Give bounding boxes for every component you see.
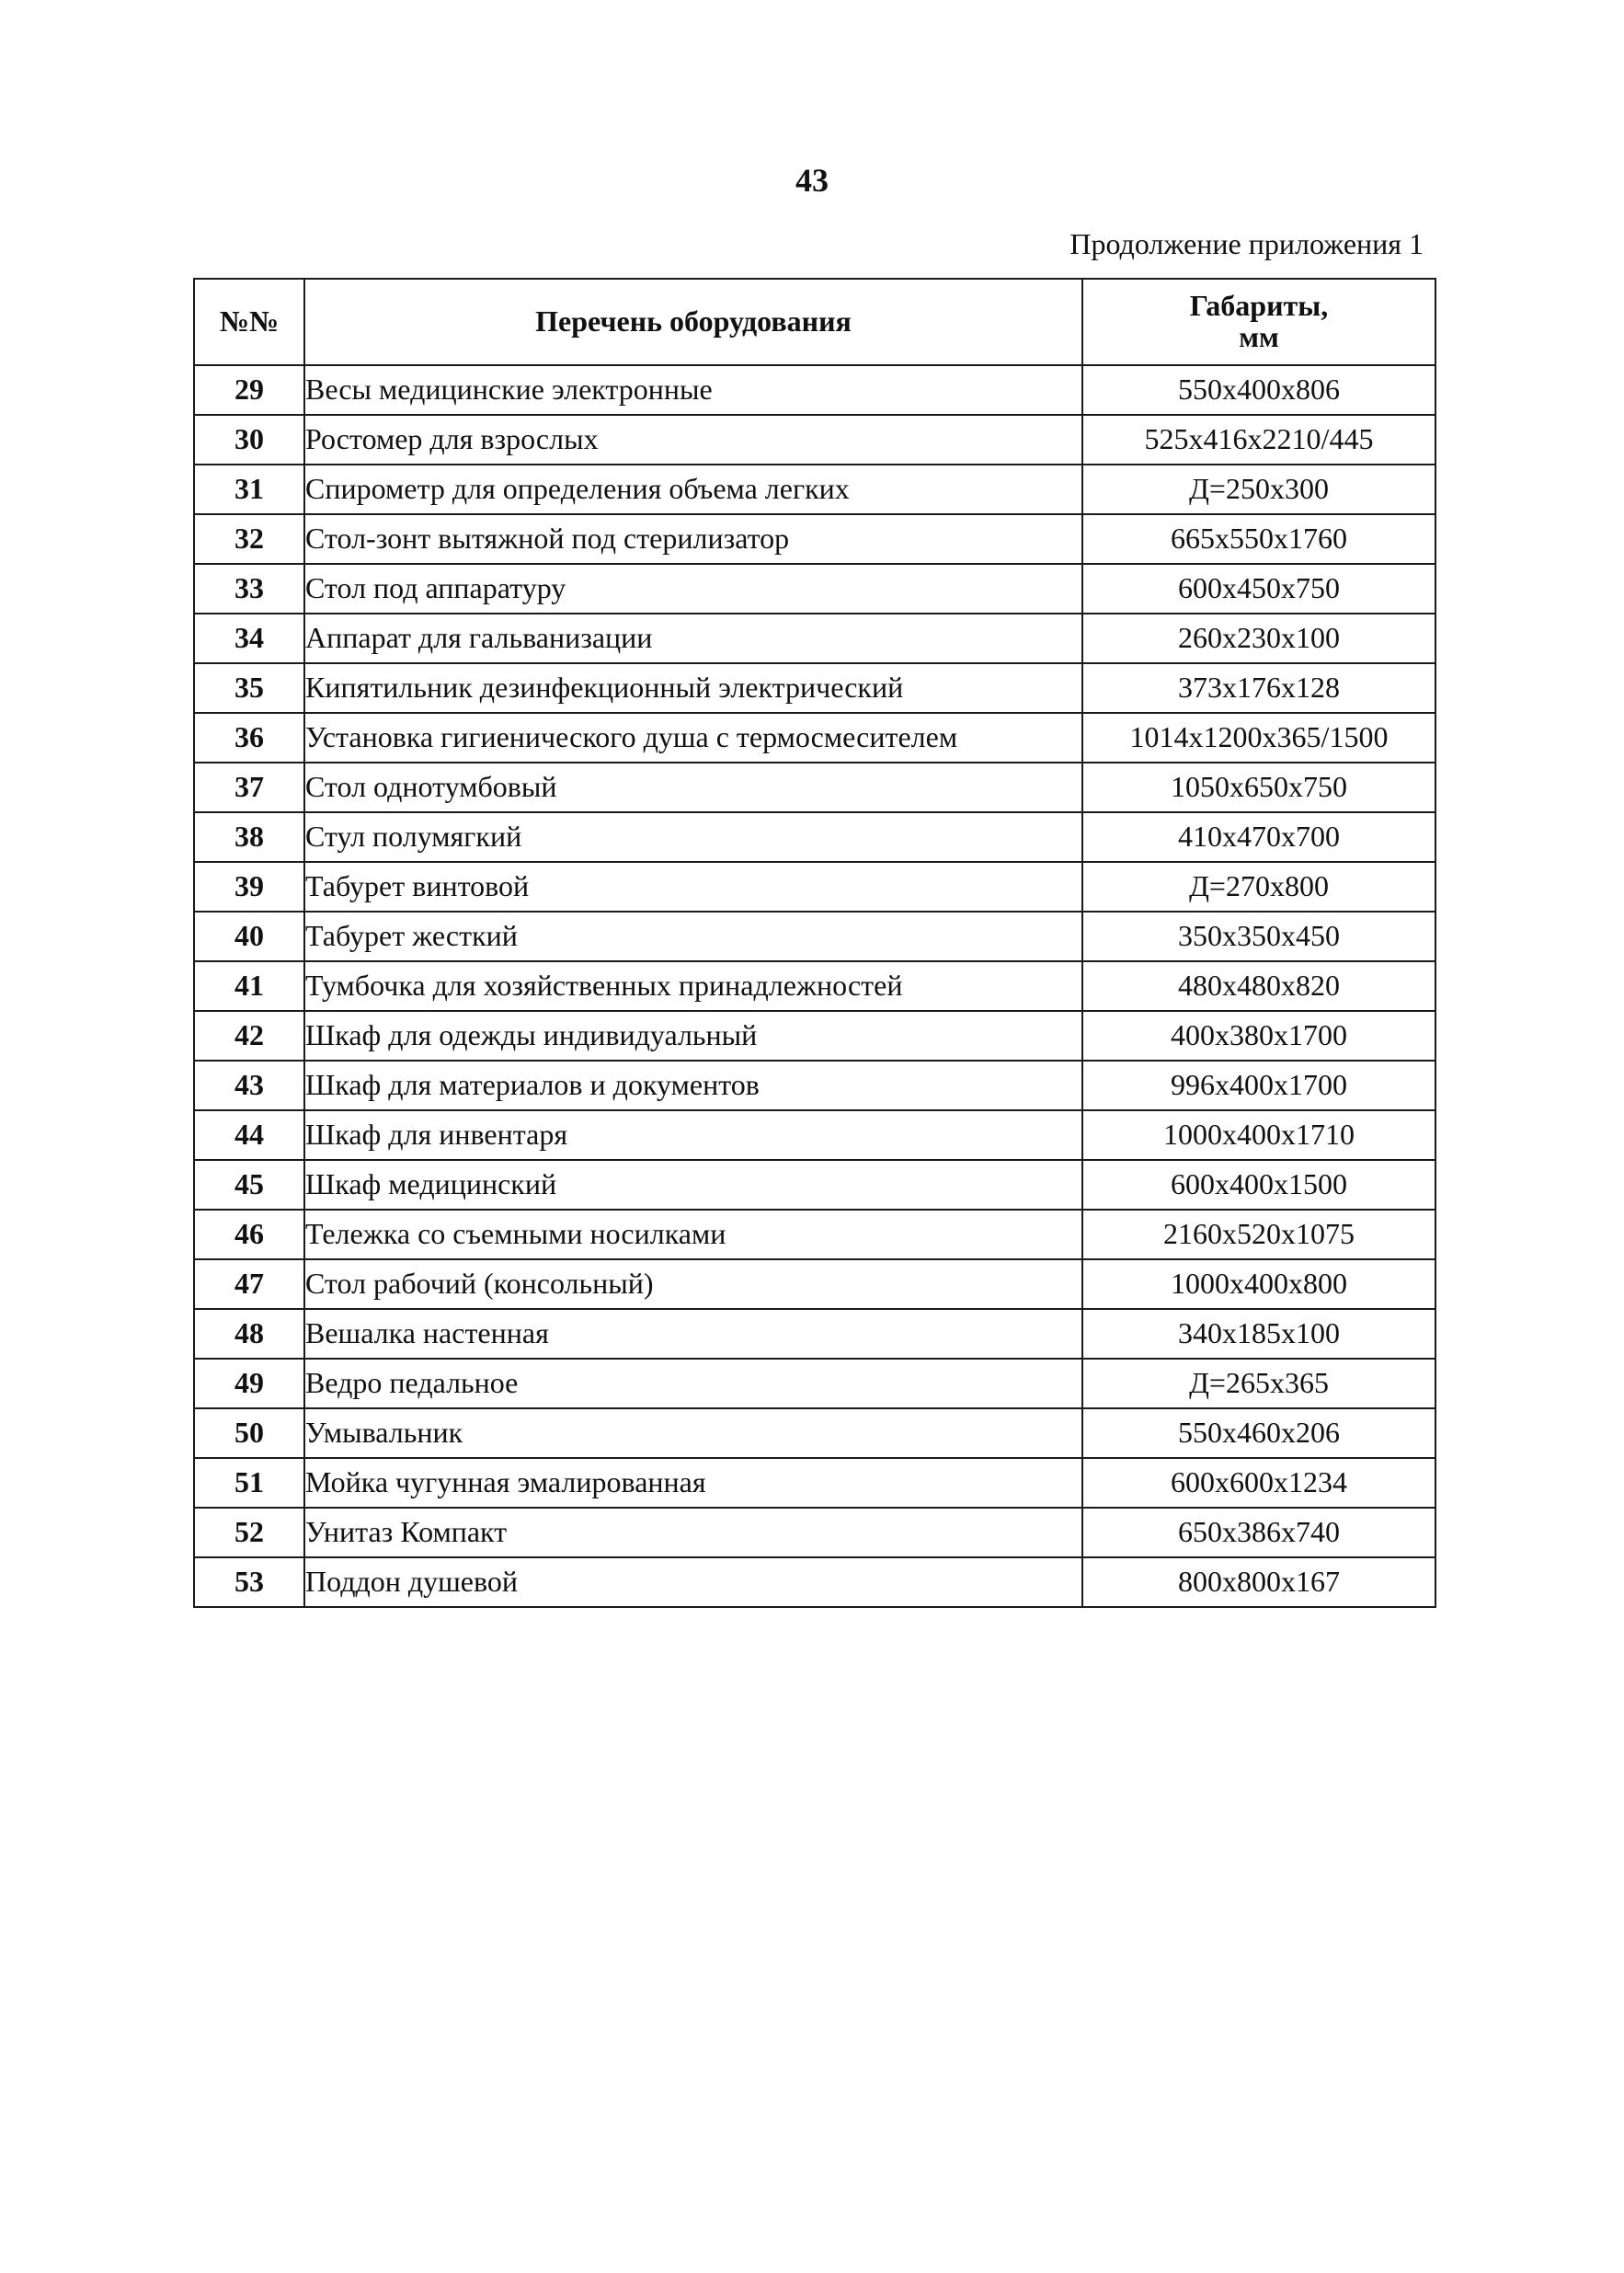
table-body: [194, 365, 1435, 1607]
row-number: 45: [194, 1160, 304, 1210]
table-row: [194, 1309, 1435, 1359]
row-dimensions: 550х460х206: [1082, 1408, 1435, 1458]
row-dimensions: 410х470х700: [1082, 812, 1435, 862]
row-equipment-name: Весы медицинские электронные: [304, 365, 1082, 415]
table-row: [194, 614, 1435, 663]
header-dimensions: [1082, 279, 1435, 365]
table-row: [194, 862, 1435, 912]
row-number: 52: [194, 1508, 304, 1557]
row-equipment-name: Стол-зонт вытяжной под стерилизатор: [304, 514, 1082, 564]
row-equipment-name: Ведро педальное: [304, 1359, 1082, 1408]
row-equipment-name: Тумбочка для хозяйственных принадлежностей: [304, 961, 1082, 1011]
row-dimensions: 650х386х740: [1082, 1508, 1435, 1557]
row-dimensions: 600х400х1500: [1082, 1160, 1435, 1210]
row-number: 42: [194, 1011, 304, 1061]
row-equipment-name: Стол рабочий (консольный): [304, 1259, 1082, 1309]
row-dimensions: 550х400х806: [1082, 365, 1435, 415]
row-dimensions: 665х550х1760: [1082, 514, 1435, 564]
table-row: [194, 763, 1435, 812]
row-equipment-name: Умывальник: [304, 1408, 1082, 1458]
table-row: [194, 961, 1435, 1011]
row-number: 31: [194, 465, 304, 514]
row-equipment-name: Аппарат для гальванизации: [304, 614, 1082, 663]
row-number: 46: [194, 1210, 304, 1259]
table-row: [194, 365, 1435, 415]
row-dimensions: 525х416х2210/445: [1082, 415, 1435, 465]
table-row: [194, 663, 1435, 713]
row-dimensions: Д=270х800: [1082, 862, 1435, 912]
row-number: 30: [194, 415, 304, 465]
table-row: [194, 1408, 1435, 1458]
row-number: 48: [194, 1309, 304, 1359]
row-number: 44: [194, 1110, 304, 1160]
row-dimensions: 600х450х750: [1082, 564, 1435, 614]
row-number: 50: [194, 1408, 304, 1458]
row-dimensions: 1014х1200х365/1500: [1082, 713, 1435, 763]
row-number: 51: [194, 1458, 304, 1508]
table-row: [194, 465, 1435, 514]
row-dimensions: 1000х400х800: [1082, 1259, 1435, 1309]
row-equipment-name: Шкаф для одежды индивидуальный: [304, 1011, 1082, 1061]
table-row: [194, 812, 1435, 862]
row-equipment-name: Мойка чугунная эмалированная: [304, 1458, 1082, 1508]
page-number: 43: [795, 162, 829, 199]
row-number: 33: [194, 564, 304, 614]
row-dimensions: 996х400х1700: [1082, 1061, 1435, 1110]
table-row: [194, 1259, 1435, 1309]
table-row: [194, 1508, 1435, 1557]
row-dimensions: Д=250х300: [1082, 465, 1435, 514]
row-number: 35: [194, 663, 304, 713]
table-row: [194, 912, 1435, 961]
row-number: 29: [194, 365, 304, 415]
row-dimensions: 400х380х1700: [1082, 1011, 1435, 1061]
row-equipment-name: Шкаф медицинский: [304, 1160, 1082, 1210]
row-number: 36: [194, 713, 304, 763]
table-row: [194, 1061, 1435, 1110]
row-dimensions: 1000х400х1710: [1082, 1110, 1435, 1160]
equipment-table: [193, 278, 1436, 1608]
row-equipment-name: Стол однотумбовый: [304, 763, 1082, 812]
table-row: [194, 1557, 1435, 1607]
row-number: 39: [194, 862, 304, 912]
row-number: 38: [194, 812, 304, 862]
row-equipment-name: Шкаф для материалов и документов: [304, 1061, 1082, 1110]
row-number: 32: [194, 514, 304, 564]
table-row: [194, 1359, 1435, 1408]
row-equipment-name: Стол под аппаратуру: [304, 564, 1082, 614]
table-row: [194, 1011, 1435, 1061]
table-row: [194, 415, 1435, 465]
row-number: 49: [194, 1359, 304, 1408]
header-number: №№: [194, 279, 304, 365]
row-equipment-name: Шкаф для инвентаря: [304, 1110, 1082, 1160]
continuation-note: Продолжение приложения 1: [1069, 227, 1424, 260]
row-equipment-name: Кипятильник дезинфекционный электрический: [304, 663, 1082, 713]
row-equipment-name: Унитаз Компакт: [304, 1508, 1082, 1557]
row-dimensions: 480х480х820: [1082, 961, 1435, 1011]
row-number: 43: [194, 1061, 304, 1110]
row-dimensions: 2160х520х1075: [1082, 1210, 1435, 1259]
row-equipment-name: Спирометр для определения объема легких: [304, 465, 1082, 514]
row-number: 47: [194, 1259, 304, 1309]
table-row: [194, 1458, 1435, 1508]
header-dimensions-line2: мм: [1239, 320, 1279, 353]
row-number: 41: [194, 961, 304, 1011]
row-dimensions: 260х230х100: [1082, 614, 1435, 663]
row-number: 40: [194, 912, 304, 961]
row-equipment-name: Ростомер для взрослых: [304, 415, 1082, 465]
row-equipment-name: Табурет жесткий: [304, 912, 1082, 961]
table-row: [194, 1110, 1435, 1160]
row-number: 34: [194, 614, 304, 663]
row-equipment-name: Табурет винтовой: [304, 862, 1082, 912]
row-equipment-name: Поддон душевой: [304, 1557, 1082, 1607]
table-row: [194, 564, 1435, 614]
row-equipment-name: Установка гигиенического душа с термосмесителем: [304, 713, 1082, 763]
table-header-row: [194, 279, 1435, 365]
table-row: [194, 1160, 1435, 1210]
row-dimensions: 373х176х128: [1082, 663, 1435, 713]
row-equipment-name: Вешалка настенная: [304, 1309, 1082, 1359]
row-dimensions: 1050х650х750: [1082, 763, 1435, 812]
row-dimensions: 340х185х100: [1082, 1309, 1435, 1359]
row-equipment-name: Тележка со съемными носилками: [304, 1210, 1082, 1259]
row-dimensions: 800х800х167: [1082, 1557, 1435, 1607]
row-dimensions: 600х600х1234: [1082, 1458, 1435, 1508]
table-row: [194, 713, 1435, 763]
table-row: [194, 514, 1435, 564]
row-number: 53: [194, 1557, 304, 1607]
row-equipment-name: Стул полумягкий: [304, 812, 1082, 862]
header-equipment-list: Перечень оборудования: [304, 279, 1082, 365]
row-dimensions: 350х350х450: [1082, 912, 1435, 961]
row-number: 37: [194, 763, 304, 812]
row-dimensions: Д=265х365: [1082, 1359, 1435, 1408]
header-dimensions-line1: Габариты,: [1189, 289, 1329, 323]
table-row: [194, 1210, 1435, 1259]
